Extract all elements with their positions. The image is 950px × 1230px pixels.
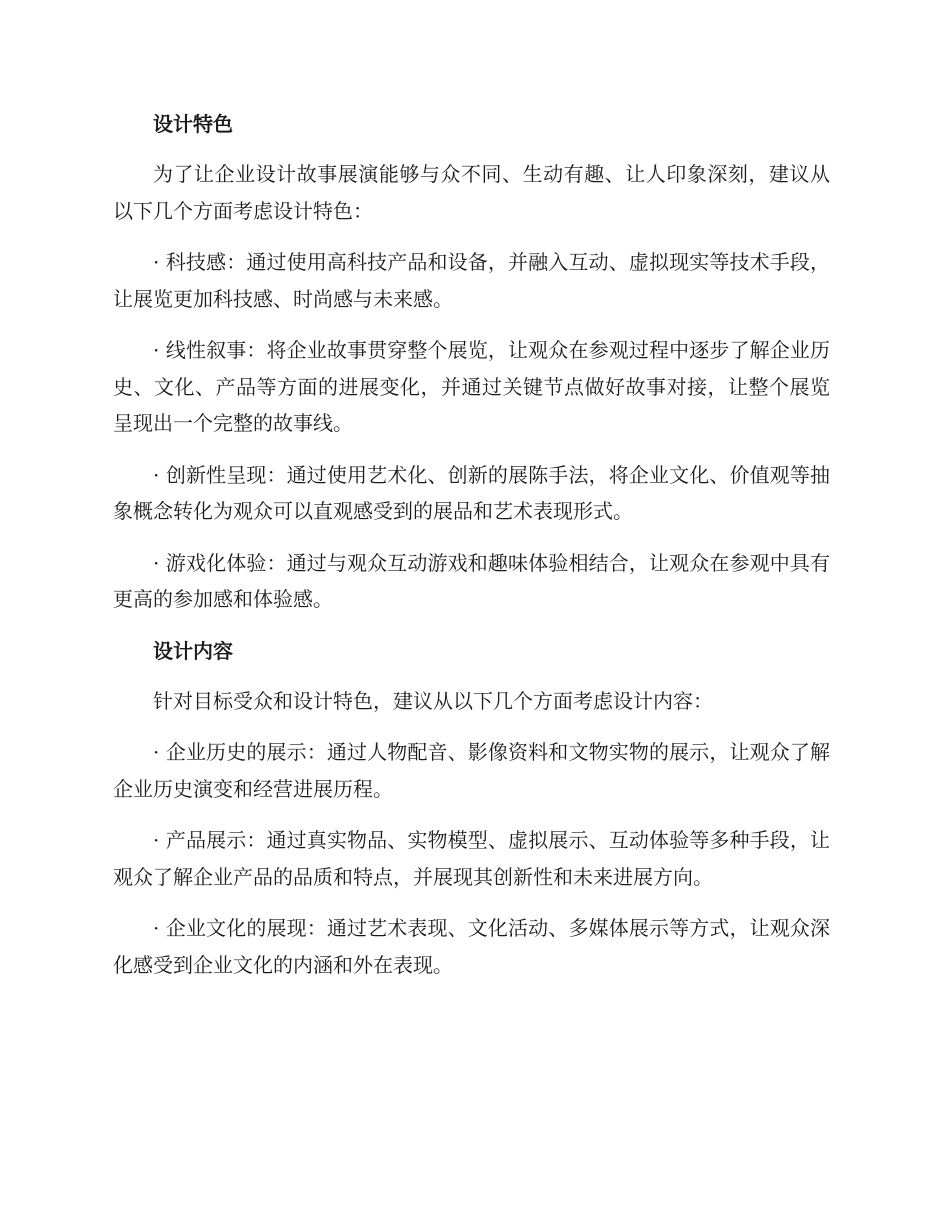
paragraph: 为了让企业设计故事展演能够与众不同、生动有趣、让人印象深刻，建议从以下几个方面考虑设计特色： bbox=[113, 162, 830, 223]
document-page bbox=[113, 106, 830, 998]
bullet-paragraph: · 企业历史的展示：通过人物配音、影像资料和文物实物的展示，让观众了解企业历史演变和经营进展历程。 bbox=[113, 740, 830, 801]
section-heading: 设计内容 bbox=[153, 638, 233, 663]
section-design-features bbox=[113, 106, 830, 618]
section-design-content bbox=[113, 633, 830, 984]
bullet-paragraph: · 创新性呈现：通过使用艺术化、创新的展陈手法，将企业文化、价值观等抽象概念转化为观众可以直观感受到的展品和艺术表现形式。 bbox=[113, 462, 830, 523]
section-heading: 设计特色 bbox=[153, 112, 233, 136]
paragraph: 针对目标受众和设计特色，建议从以下几个方面考虑设计内容： bbox=[153, 688, 713, 713]
bullet-paragraph: · 科技感：通过使用高科技产品和设备，并融入互动、虚拟现实等技术手段，让展览更加科技感、时尚感与未来感。 bbox=[113, 250, 830, 311]
bullet-paragraph: · 产品展示：通过真实物品、实物模型、虚拟展示、互动体验等多种手段，让观众了解企业产品的品质和特点，并展现其创新性和未来进展方向。 bbox=[113, 828, 830, 889]
bullet-paragraph: · 线性叙事：将企业故事贯穿整个展览，让观众在参观过程中逐步了解企业历史、文化、产品等方面的进展变化，并通过关键节点做好故事对接，让整个展览呈现出一个完整的故事线。 bbox=[113, 338, 830, 435]
bullet-paragraph: · 企业文化的展现：通过艺术表现、文化活动、多媒体展示等方式，让观众深化感受到企业文化的内涵和外在表现。 bbox=[113, 916, 830, 977]
bullet-paragraph: · 游戏化体验：通过与观众互动游戏和趣味体验相结合，让观众在参观中具有更高的参加感和体验感。 bbox=[113, 550, 830, 611]
